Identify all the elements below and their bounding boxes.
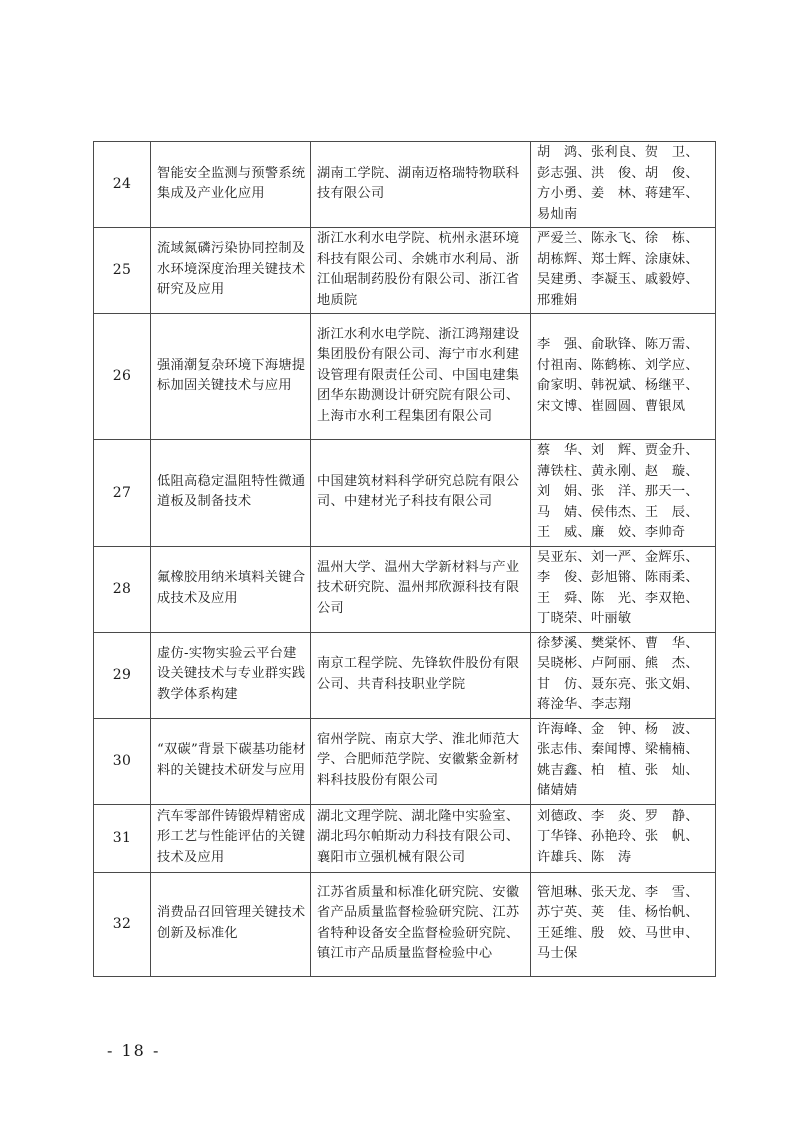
row-number: 32 [94, 872, 151, 976]
row-number: 27 [94, 440, 151, 547]
row-number: 29 [94, 632, 151, 718]
table-row [94, 718, 716, 804]
page-number: - 18 - [107, 1041, 161, 1060]
completing-units: 浙江水利水电学院、浙江鸿翔建设集团股份有限公司、海宁市水利建设管理有限责任公司、中国电建集团华东勘测设计研究院有限公司、上海市水利工程集团有限公司 [311, 314, 531, 440]
table-row [94, 228, 716, 314]
completing-people: 胡 鸿、张利良、贺 卫、彭志强、洪 俊、胡 俊、方小勇、姜 林、蒋建军、易灿南 [531, 142, 716, 228]
project-name: 强涌潮复杂环境下海塘提标加固关键技术与应用 [151, 314, 311, 440]
row-number: 26 [94, 314, 151, 440]
row-number: 28 [94, 546, 151, 632]
project-name: 智能安全监测与预警系统集成及产业化应用 [151, 142, 311, 228]
completing-people: 吴亚东、刘一严、金辉乐、李 俊、彭旭锵、陈雨柔、王 舜、陈 光、李双艳、丁晓荣、叶丽敏 [531, 546, 716, 632]
project-name: “双碳”背景下碳基功能材料的关键技术研发与应用 [151, 718, 311, 804]
completing-units: 中国建筑材料科学研究总院有限公司、中建材光子科技有限公司 [311, 440, 531, 547]
completing-people: 蔡 华、刘 辉、贾金升、薄铁柱、黄永刚、赵 璇、刘 娟、张 洋、那天一、马 婧、侯伟杰、王 辰、王 威、廉 姣、李帅奇 [531, 440, 716, 547]
completing-units: 南京工程学院、先锋软件股份有限公司、共青科技职业学院 [311, 632, 531, 718]
award-list-table [93, 141, 716, 977]
completing-people: 许海峰、金 钟、杨 波、张志伟、秦闻博、梁楠楠、姚吉鑫、柏 植、张 灿、储婧婧 [531, 718, 716, 804]
project-name: 氟橡胶用纳米填料关键合成技术及应用 [151, 546, 311, 632]
completing-people: 刘德政、李 炎、罗 静、丁华锋、孙艳玲、张 帆、许雄兵、陈 涛 [531, 804, 716, 872]
completing-units: 湖北文理学院、湖北隆中实验室、湖北玛尔帕斯动力科技有限公司、襄阳市立强机械有限公司 [311, 804, 531, 872]
table-row [94, 546, 716, 632]
completing-people: 严爱兰、陈永飞、徐 栋、胡栋辉、郑士辉、涂康妹、吴建勇、李凝玉、戚毅婷、邢雅娟 [531, 228, 716, 314]
completing-people: 李 强、俞耿锋、陈万需、付祖南、陈鹤栋、刘学应、俞家明、韩祝斌、杨继平、宋文博、崔圆圆、曹银凤 [531, 314, 716, 440]
completing-units: 温州大学、温州大学新材料与产业技术研究院、温州邦欣源科技有限公司 [311, 546, 531, 632]
table-row [94, 872, 716, 976]
row-number: 24 [94, 142, 151, 228]
row-number: 30 [94, 718, 151, 804]
project-name: 消费品召回管理关键技术创新及标准化 [151, 872, 311, 976]
project-name: 低阻高稳定温阻特性微通道板及制备技术 [151, 440, 311, 547]
completing-people: 管旭琳、张天龙、李 雪、苏宁英、荚 佳、杨怡帆、王延维、殷 姣、马世申、马士保 [531, 872, 716, 976]
project-name: 汽车零部件铸锻焊精密成形工艺与性能评估的关键技术及应用 [151, 804, 311, 872]
table-row [94, 314, 716, 440]
table-row [94, 804, 716, 872]
project-name: 虚仿-实物实验云平台建设关键技术与专业群实践教学体系构建 [151, 632, 311, 718]
completing-units: 江苏省质量和标准化研究院、安徽省产品质量监督检验研究院、江苏省特种设备安全监督检验研究院、镇江市产品质量监督检验中心 [311, 872, 531, 976]
row-number: 25 [94, 228, 151, 314]
row-number: 31 [94, 804, 151, 872]
table-row [94, 632, 716, 718]
completing-people: 徐梦溪、樊棠怀、曹 华、吴晓彬、卢阿丽、熊 杰、甘 仿、聂东亮、张文娟、蒋淦华、李志翔 [531, 632, 716, 718]
table-row [94, 440, 716, 547]
completing-units: 浙江水利水电学院、杭州永湛环境科技有限公司、余姚市水利局、浙江仙琚制药股份有限公司、浙江省地质院 [311, 228, 531, 314]
table-row [94, 142, 716, 228]
project-name: 流域氮磷污染协同控制及水环境深度治理关键技术研究及应用 [151, 228, 311, 314]
completing-units: 宿州学院、南京大学、淮北师范大学、合肥师范学院、安徽紫金新材料科技股份有限公司 [311, 718, 531, 804]
completing-units: 湖南工学院、湖南迈格瑞特物联科技有限公司 [311, 142, 531, 228]
